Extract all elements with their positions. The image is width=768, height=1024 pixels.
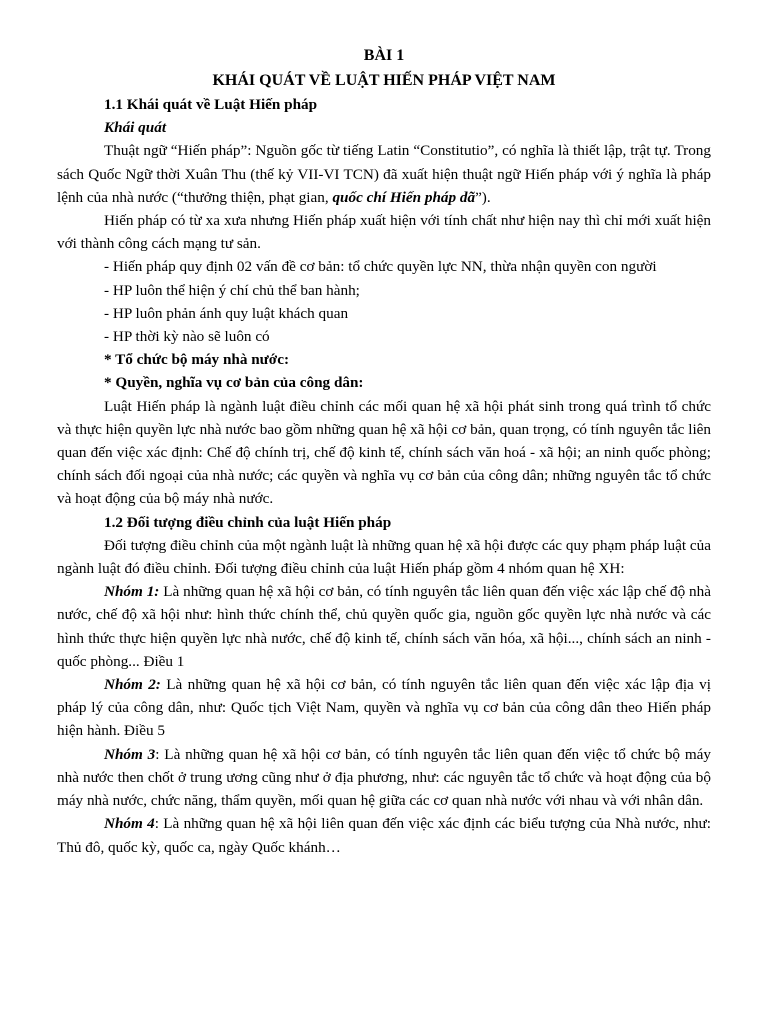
star-heading-citizen-rights: * Quyền, nghĩa vụ cơ bản của công dân: bbox=[104, 374, 364, 392]
group-lead-label: Nhóm 3 bbox=[104, 745, 156, 763]
group-paragraph-4 bbox=[57, 812, 711, 858]
paragraph-term-origin bbox=[57, 139, 711, 209]
bullet-item: - HP luôn phản ánh quy luật khách quan bbox=[104, 304, 349, 322]
group-text: : Là những quan hệ xã hội liên quan đến việc xác định các biểu tượng của Nhà nước, như: Thủ đô, quốc kỳ, quốc ca, ngày Quốc khánh… bbox=[57, 815, 711, 856]
bullet-item: - HP luôn thể hiện ý chí chủ thể ban hành; bbox=[104, 281, 360, 299]
group-paragraph-1 bbox=[57, 580, 711, 673]
group-text: : Là những quan hệ xã hội cơ bản, có tính nguyên tắc liên quan đến việc tổ chức bộ máy nhà nước then chốt ở trung ương cũng như ở địa phương, như: các nguyên tắc tổ chức và hoạt động của bộ máy nhà nước, chức năng, thẩm quyền, mối quan hệ giữa các cơ quan nhà nước với nhau và với nhân dân. bbox=[57, 745, 711, 810]
document-title: KHÁI QUÁT VỀ LUẬT HIẾN PHÁP VIỆT NAM bbox=[212, 72, 556, 89]
section-heading-1-2: 1.2 Đối tượng điều chỉnh của luật Hiến pháp bbox=[104, 513, 392, 531]
paragraph-subject-matter: Đối tượng điều chỉnh của một ngành luật là những quan hệ xã hội được các quy phạm pháp luật của ngành luật đó điều chỉnh. Đối tượng điều chỉnh của luật Hiến pháp gồm 4 nhóm quan hệ XH: bbox=[57, 536, 711, 578]
paragraph-term-origin-text: Thuật ngữ “Hiến pháp”: Nguồn gốc từ tiếng Latin “Constitutio”, có nghĩa là thiết lập, trật tự. Trong sách Quốc Ngữ thời Xuân Thu (thế kỷ VII-VI TCN) đã xuất hiện thuật ngữ Hiến pháp với ý nghĩa là pháp lệnh của nhà nước (“thưởng thiện, phạt gian, bbox=[57, 142, 711, 206]
latin-quote-emphasis: quốc chí Hiến pháp dã bbox=[332, 188, 476, 206]
group-lead-label: Nhóm 4 bbox=[104, 815, 155, 833]
section-heading-1-1: 1.1 Khái quát về Luật Hiến pháp bbox=[104, 96, 318, 113]
group-lead-label: Nhóm 2: bbox=[104, 676, 161, 694]
lesson-number: BÀI 1 bbox=[363, 47, 405, 64]
bullet-item: - HP thời kỳ nào sẽ luôn có bbox=[104, 328, 270, 346]
group-paragraph-3 bbox=[57, 743, 711, 813]
paragraph-term-origin-end: ”). bbox=[475, 188, 491, 206]
paragraph-history: Hiến pháp có từ xa xưa nhưng Hiến pháp xuất hiện với tính chất như hiện nay thì chỉ mới xuất hiện với thành công cách mạng tư sản. bbox=[57, 212, 711, 253]
group-lead-label: Nhóm 1: bbox=[104, 583, 160, 601]
paragraph-definition: Luật Hiến pháp là ngành luật điều chỉnh các mối quan hệ xã hội phát sinh trong quá trình tổ chức và thực hiện quyền lực nhà nước bao gồm những quan hệ xã hội cơ bản, quan trọng, có tính nguyên tắc liên quan đến việc xác định: Chế độ chính trị, chế độ kinh tế, chính sách văn hoá - xã hội; an ninh quốc phòng; chính sách đối ngoại của nhà nước; các quyền và nghĩa vụ cơ bản của công dân; những nguyên tắc tổ chức và hoạt động của bộ máy nhà nước. bbox=[57, 397, 711, 508]
star-heading-state-apparatus: * Tổ chức bộ máy nhà nước: bbox=[104, 351, 290, 369]
group-paragraph-2 bbox=[57, 673, 711, 743]
group-text: Là những quan hệ xã hội cơ bản, có tính nguyên tắc liên quan đến việc xác lập chế độ nhà nước, chế độ xã hội như: hình thức chính thể, chủ quyền quốc gia, nguồn gốc quyền lực nhà nước và các hình thức thực hiện quyền lực nhà nước, chế độ kinh tế, chính sách văn hóa, xã hội..., chính sách an ninh - quốc phòng... Điều 1 bbox=[57, 583, 711, 670]
bullet-item: - Hiến pháp quy định 02 vấn đề cơ bản: tổ chức quyền lực NN, thừa nhận quyền con người bbox=[104, 258, 657, 276]
subheading-overview: Khái quát bbox=[104, 119, 167, 137]
group-text: Là những quan hệ xã hội cơ bản, có tính nguyên tắc liên quan đến việc xác lập địa vị pháp lý của công dân, như: Quốc tịch Việt Nam, quyền và nghĩa vụ cơ bản của công dân theo Hiến pháp hiện hành. Điều 5 bbox=[57, 676, 711, 740]
